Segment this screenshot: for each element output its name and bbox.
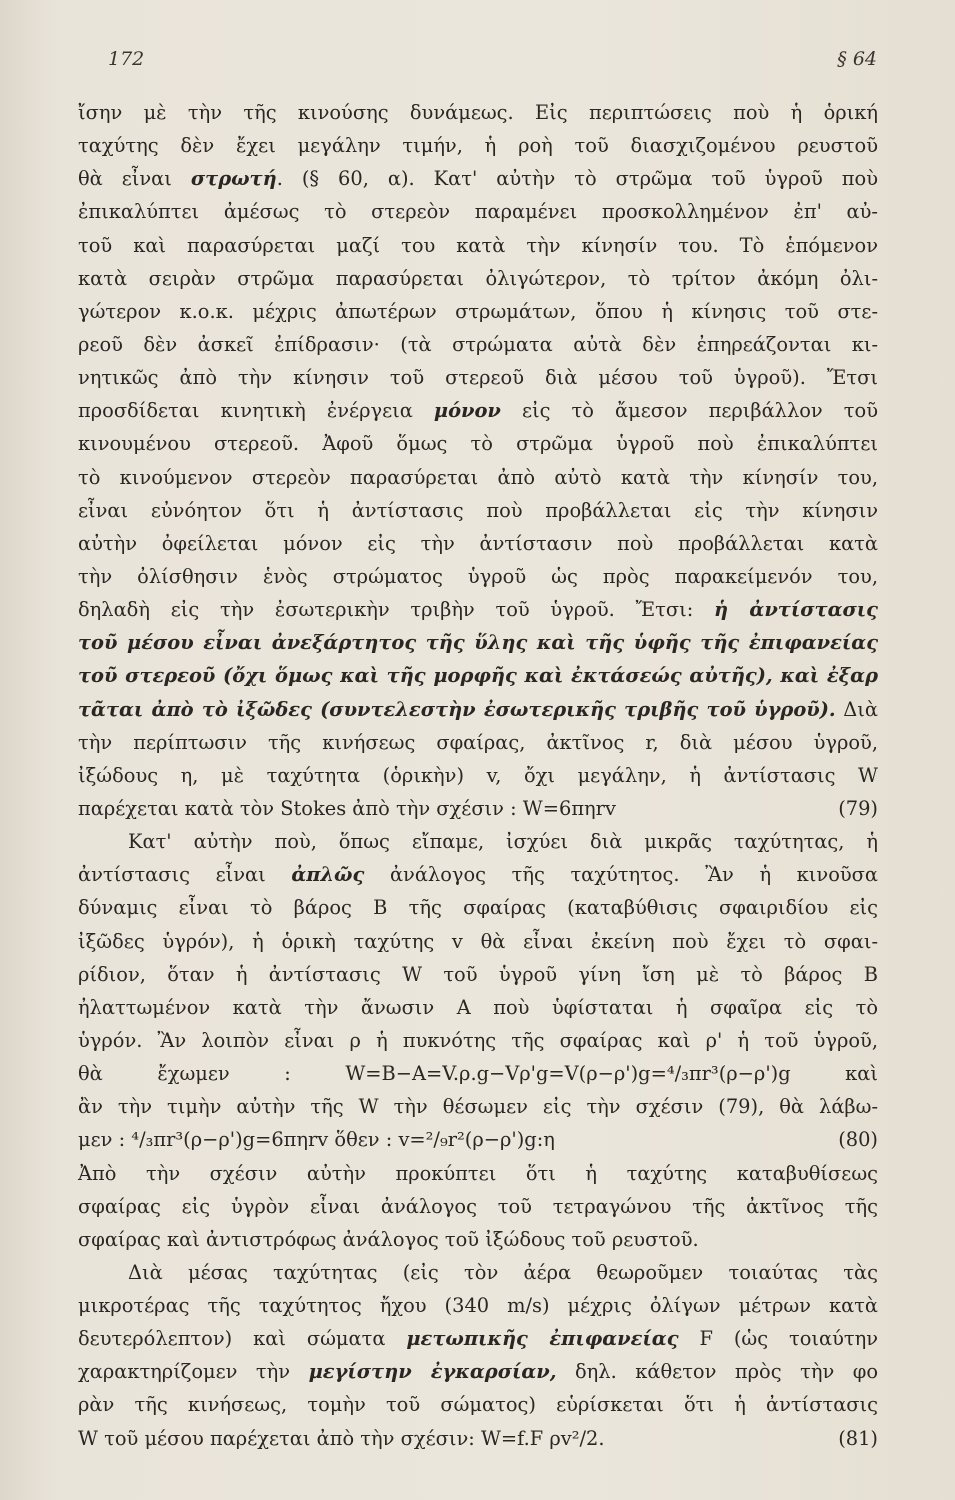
text-line: ταχύτης δὲν ἔχει μεγάλην τιμήν, ἡ ροὴ τοῦ διασχιζομένου ρευστοῦ (78, 134, 878, 158)
text-line: νητικῶς ἀπὸ τὴν κίνησιν τοῦ στερεοῦ διὰ μέσου τοῦ ὑγροῦ). Ἔτσι (78, 366, 878, 390)
text-line: ἰξῶδες ὑγρόν), ἡ ὁρικὴ ταχύτης v θὰ εἶναι ἐκείνη ποὺ ἔχει τὸ σφαι- (78, 929, 878, 953)
body-text (78, 96, 878, 1455)
text-run: ἀνάλογος τῆς ταχύτητος. Ἂν ἡ κινοῦσα (364, 863, 878, 887)
text-line: ἐπικαλύπτει ἀμέσως τὸ στερεὸν παραμένει προσκολλημένον ἐπ' αὐ- (78, 200, 878, 224)
text-run: θὰ εἶναι (78, 167, 191, 191)
text-line (78, 1355, 878, 1388)
emphasis: τοῦ στερεοῦ (ὄχι ὅμως καὶ τῆς μορφῆς καὶ ἐκτάσεώς αὐτῆς), καὶ ἐξαρ (78, 664, 878, 688)
emphasis: μόνον (433, 399, 501, 423)
page-header (108, 48, 877, 70)
emphasis: μεγίστην ἐγκαρσίαν, (308, 1360, 557, 1384)
text-line: δύναμις εἶναι τὸ βάρος B τῆς σφαίρας (καταβύθισις σφαιριδίου εἰς (78, 896, 878, 920)
text-line (78, 858, 878, 891)
text-line: ρεοῦ δὲν ἀσκεῖ ἐπίδρασιν· (τὰ στρώματα αὐτὰ δὲν ἐπηρεάζονται κι- (78, 332, 878, 356)
text-line: κινουμένου στερεοῦ. Ἀφοῦ ὅμως τὸ στρῶμα ὑγροῦ ποὺ ἐπικαλύπτει (78, 432, 878, 456)
text-line: ἂν τὴν τιμὴν αὐτὴν τῆς W τὴν θέσωμεν εἰς τὴν σχέσιν (79), θὰ λάβω- (78, 1095, 878, 1119)
emphasis: ἡ ἀντίστασις (713, 598, 878, 622)
text-run: F (ὡς τοιαύτην (678, 1327, 879, 1351)
emphasis: στρωτή (190, 167, 277, 191)
text-line: μικροτέρας τῆς ταχύτητος ἤχου (340 m/s) μέχρις ὀλίγων μέτρων κατὰ (78, 1294, 878, 1318)
text-line (78, 162, 878, 195)
emphasis: τᾶται ἀπὸ τὸ ἰξῶδες (συντελεστὴν ἐσωτερικῆς τριβῆς τοῦ ὑγροῦ). (78, 697, 836, 721)
text-line: τὴν ὀλίσθησιν ἑνὸς στρώματος ὑγροῦ ὡς πρὸς παρακείμενόν του, (78, 564, 878, 588)
text-line (78, 1422, 878, 1455)
text-run: δηλ. κάθετον πρὸς τὴν φο (556, 1360, 878, 1384)
text-line: ἠλαττωμένον κατὰ τὴν ἄνωσιν A ποὺ ὑφίσταται ἡ σφαῖρα εἰς τὸ (78, 995, 878, 1019)
text-line: Κατ' αὐτὴν ποὺ, ὅπως εἴπαμε, ἰσχύει διὰ μικρᾶς ταχύτητας, ἡ (128, 830, 878, 854)
text-line (78, 792, 878, 825)
text-line: ἴσην μὲ τὴν τῆς κινούσης δυνάμεως. Εἰς περιπτώσεις ποὺ ἡ ὁρική (78, 101, 878, 124)
text-run: χαρακτηρίζομεν τὴν (78, 1360, 309, 1384)
text-line (78, 626, 878, 659)
text-line: εἶναι εὐνόητον ὅτι ἡ ἀντίστασις ποὺ προβάλλεται εἰς τὴν κίνησιν (78, 498, 878, 522)
text-line: ἰξώδους η, μὲ ταχύτητα (ὁρικὴν) v, ὄχι μεγάλην, ἡ ἀντίστασις W (78, 763, 878, 787)
text-run: δηλαδὴ εἰς τὴν ἐσωτερικὴν τριβὴν τοῦ ὑγροῦ. Ἔτσι: (78, 598, 714, 622)
text-line (78, 693, 878, 726)
text-line: ὑγρόν. Ἂν λοιπὸν εἶναι ρ ἡ πυκνότης τῆς σφαίρας καὶ ρ' ἡ τοῦ ὑγροῦ, (78, 1028, 878, 1052)
text-line: θὰ ἔχωμεν : W=B−A=V.ρ.g−Vρ'g=V(ρ−ρ')g=⁴/₃πr³(ρ−ρ')g καὶ (78, 1062, 878, 1086)
text-run: δευτερόλεπτον) καὶ σώματα (78, 1327, 407, 1351)
equation-text: μεν : ⁴/₃πr³(ρ−ρ')g=6πηrv ὅθεν : v=²/₉r²(ρ−ρ')g:η (78, 1128, 555, 1152)
emphasis: μετωπικῆς ἐπιφανείας (406, 1327, 679, 1351)
text-line: Ἀπὸ τὴν σχέσιν αὐτὴν προκύπτει ὅτι ἡ ταχύτης καταβυθίσεως (78, 1161, 878, 1185)
text-line (78, 394, 878, 427)
text-line: τὴν περίπτωσιν τῆς κινήσεως σφαίρας, ἀκτῖνος r, διὰ μέσου ὑγροῦ, (78, 730, 878, 754)
page-number: 172 (108, 48, 145, 70)
text-line: Διὰ μέσας ταχύτητας (εἰς τὸν ἀέρα θεωροῦμεν τοιαύτας τὰς (128, 1260, 878, 1284)
text-line (78, 1123, 878, 1156)
equation-number: (79) (838, 796, 878, 820)
text-line (78, 659, 878, 692)
equation-text: W τοῦ μέσου παρέχεται ἀπὸ τὴν σχέσιν: W=f.F ρv²/2. (78, 1426, 605, 1450)
equation-text: παρέχεται κατὰ τὸν Stokes ἀπὸ τὴν σχέσιν : W=6πηrv (78, 796, 616, 820)
text-line: σφαίρας καὶ ἀντιστρόφως ἀνάλογος τοῦ ἰξώδους τοῦ ρευστοῦ. (78, 1227, 699, 1251)
text-line: σφαίρας εἰς ὑγρὸν εἶναι ἀνάλογος τοῦ τετραγώνου τῆς ἀκτῖνος τῆς (78, 1194, 878, 1218)
text-line: τὸ κινούμενον στερεὸν παρασύρεται ἀπὸ αὐτὸ κατὰ τὴν κίνησίν του, (78, 465, 878, 489)
text-run: Διὰ (835, 697, 878, 721)
text-line: κατὰ σειρὰν στρῶμα παρασύρεται ὀλιγώτερον, τὸ τρίτον ἀκόμη ὀλι- (78, 266, 878, 290)
text-line: αὐτὴν ὀφείλεται μόνον εἰς τὴν ἀντίστασιν ποὺ προβάλλεται κατὰ (78, 531, 878, 555)
section-number: § 64 (837, 48, 877, 70)
text-line: ρίδιον, ὅταν ἡ ἀντίστασις W τοῦ ὑγροῦ γίνη ἴση μὲ τὸ βάρος B (78, 962, 878, 986)
equation-number: (80) (838, 1128, 878, 1152)
text-line (78, 593, 878, 626)
text-run: . (§ 60, α). Κατ' αὐτὴν τὸ στρῶμα τοῦ ὑγροῦ ποὺ (276, 167, 879, 191)
emphasis: ἀπλῶς (291, 863, 365, 887)
text-line: γώτερον κ.ο.κ. μέχρις ἀπωτέρων στρωμάτων, ὅπου ἡ κίνησις τοῦ στε- (78, 299, 878, 323)
equation-number: (81) (838, 1426, 878, 1450)
text-line: ρὰν τῆς κινήσεως, τομὴν τοῦ σώματος) εὑρίσκεται ὅτι ἡ ἀντίστασις (78, 1393, 878, 1417)
text-line: τοῦ καὶ παρασύρεται μαζί του κατὰ τὴν κίνησίν του. Τὸ ἑπόμενον (78, 233, 878, 257)
text-run: προσδίδεται κινητικὴ ἐνέργεια (78, 399, 434, 423)
text-run: ἀντίστασις εἶναι (78, 863, 292, 887)
text-line (78, 1322, 878, 1355)
text-run: εἰς τὸ ἄμεσον περιβάλλον τοῦ (500, 399, 878, 423)
emphasis: τοῦ μέσου εἶναι ἀνεξάρτητος τῆς ὕλης καὶ τῆς ὑφῆς τῆς ἐπιφανείας (78, 631, 878, 655)
